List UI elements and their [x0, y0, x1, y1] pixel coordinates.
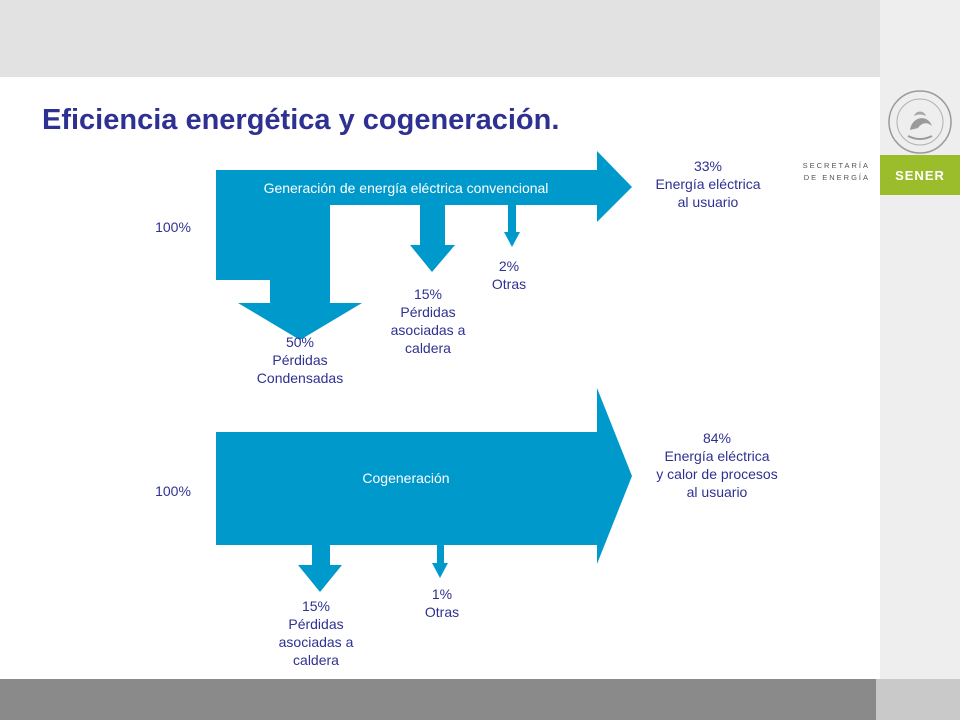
cogeneration-boiler-loss-arrow — [298, 545, 342, 592]
cogeneration-other-loss-arrow — [432, 545, 448, 578]
conventional-other-label: 2% Otras — [491, 258, 527, 292]
department-name: SECRETARÍA DE ENERGÍA — [802, 161, 870, 182]
cogeneration-output-label: 84% Energía eléctrica y calor de procesos al usuario — [656, 430, 778, 500]
conventional-arrow-label: Generación de energía eléctrica convencional — [263, 180, 549, 196]
conventional-boiler-loss-arrow — [410, 205, 455, 272]
cogeneration-flow — [216, 388, 632, 592]
sener-logo: SENER — [880, 155, 960, 195]
conventional-input-block — [216, 205, 330, 280]
condensed-loss-arrow — [238, 280, 362, 340]
condensed-loss-label: 50% Pérdidas Condensadas — [256, 334, 344, 386]
conventional-other-loss-arrow — [504, 205, 520, 247]
cogeneration-other-label: 1% Otras — [424, 586, 460, 620]
cogeneration-arrow-label: Cogeneración — [362, 470, 450, 486]
page-title: Eficiencia energética y cogeneración. — [42, 104, 560, 136]
cogeneration-input-percent: 100% — [155, 483, 191, 499]
conventional-boiler-loss-label: 15% Pérdidas asociadas a caldera — [390, 286, 466, 356]
cogeneration-boiler-loss-label: 15% Pérdidas asociadas a caldera — [278, 598, 354, 668]
conventional-output-label: 33% Energía eléctrica al usuario — [655, 158, 761, 210]
conventional-input-percent: 100% — [155, 219, 191, 235]
